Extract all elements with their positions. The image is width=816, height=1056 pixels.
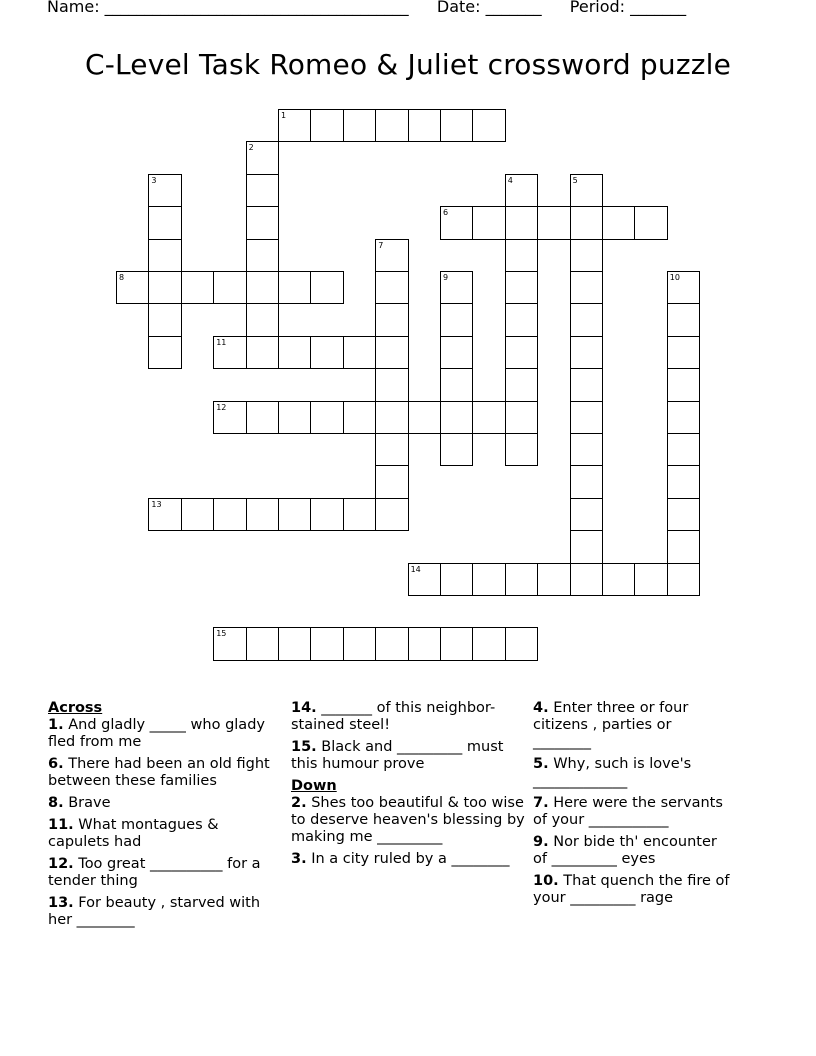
crossword-cell[interactable] — [148, 239, 181, 272]
crossword-cell[interactable] — [408, 563, 441, 596]
clue-number: 8. — [48, 795, 64, 811]
crossword-cell[interactable] — [181, 498, 214, 531]
crossword-cell[interactable] — [310, 109, 343, 142]
crossword-cell[interactable] — [310, 271, 343, 304]
crossword-cell[interactable] — [278, 627, 311, 660]
clue-number: 11. — [48, 817, 74, 833]
across-clue — [48, 895, 283, 929]
across-clue — [48, 817, 283, 851]
crossword-cell[interactable] — [570, 271, 603, 304]
crossword-cell[interactable] — [440, 368, 473, 401]
clue-number: 5. — [533, 756, 549, 772]
clue-number: 13. — [48, 895, 74, 911]
clue-number: 10. — [533, 873, 559, 889]
crossword-cell[interactable] — [570, 174, 603, 207]
crossword-cell[interactable] — [570, 433, 603, 466]
crossword-cell[interactable] — [278, 336, 311, 369]
crossword-cell[interactable] — [667, 433, 700, 466]
clue-number: 15. — [291, 739, 317, 755]
crossword-cell[interactable] — [278, 271, 311, 304]
crossword-cell[interactable] — [181, 271, 214, 304]
crossword-cell[interactable] — [667, 368, 700, 401]
crossword-cell[interactable] — [570, 563, 603, 596]
crossword-cell[interactable] — [375, 627, 408, 660]
crossword-cell[interactable] — [278, 109, 311, 142]
crossword-cell[interactable] — [440, 433, 473, 466]
crossword-cell[interactable] — [375, 336, 408, 369]
clue-text: That quench the fire of your _________ rage — [533, 873, 730, 906]
clue-number-label: 7 — [378, 240, 384, 250]
down-heading: Down — [291, 778, 337, 794]
crossword-cell[interactable] — [667, 336, 700, 369]
crossword-cell[interactable] — [246, 627, 279, 660]
crossword-cell[interactable] — [472, 109, 505, 142]
clue-number: 9. — [533, 834, 549, 850]
crossword-cell[interactable] — [667, 465, 700, 498]
across-heading: Across — [48, 700, 103, 716]
down-clue — [291, 851, 526, 868]
crossword-cell[interactable] — [634, 206, 667, 239]
clue-number: 12. — [48, 856, 74, 872]
crossword-cell[interactable] — [246, 498, 279, 531]
crossword-cell[interactable] — [505, 401, 538, 434]
clue-number-label: 3 — [151, 175, 157, 185]
down-clue — [533, 795, 733, 829]
across-clue — [48, 856, 283, 890]
crossword-cell[interactable] — [667, 530, 700, 563]
crossword-cell[interactable] — [440, 206, 473, 239]
clue-number: 2. — [291, 795, 307, 811]
crossword-cell[interactable] — [440, 401, 473, 434]
period-field[interactable]: Period: _______ — [569, 0, 687, 16]
crossword-cell[interactable] — [375, 465, 408, 498]
crossword-cell[interactable] — [667, 401, 700, 434]
clue-number: 3. — [291, 851, 307, 867]
clue-number-label: 14 — [410, 564, 421, 574]
crossword-cell[interactable] — [375, 239, 408, 272]
crossword-cell[interactable] — [375, 433, 408, 466]
crossword-cell[interactable] — [408, 627, 441, 660]
down-clue — [291, 795, 526, 846]
crossword-cell[interactable] — [570, 401, 603, 434]
crossword-cell[interactable] — [213, 401, 246, 434]
clue-text: For beauty , starved with her ________ — [48, 895, 261, 928]
crossword-cell[interactable] — [537, 206, 570, 239]
crossword-cell[interactable] — [505, 627, 538, 660]
crossword-cell[interactable] — [148, 206, 181, 239]
clue-number-label: 15 — [216, 629, 227, 639]
crossword-cell[interactable] — [375, 368, 408, 401]
crossword-cell[interactable] — [440, 336, 473, 369]
clue-text: What montagues & capulets had — [48, 817, 219, 850]
crossword-cell[interactable] — [213, 498, 246, 531]
crossword-cell[interactable] — [375, 401, 408, 434]
crossword-cell[interactable] — [505, 433, 538, 466]
crossword-cell[interactable] — [343, 336, 376, 369]
crossword-cell[interactable] — [440, 271, 473, 304]
crossword-cell[interactable] — [213, 627, 246, 660]
crossword-cell[interactable] — [472, 563, 505, 596]
crossword-cell[interactable] — [570, 303, 603, 336]
crossword-cell[interactable] — [408, 109, 441, 142]
clue-number-label: 8 — [119, 273, 125, 282]
crossword-cell[interactable] — [570, 336, 603, 369]
crossword-cell[interactable] — [505, 174, 538, 207]
crossword-cell[interactable] — [343, 627, 376, 660]
crossword-cell[interactable] — [148, 498, 181, 531]
crossword-cell[interactable] — [570, 530, 603, 563]
crossword-cell[interactable] — [375, 498, 408, 531]
crossword-cell[interactable] — [505, 271, 538, 304]
clue-text: Too great __________ for a tender thing — [48, 856, 261, 889]
crossword-cell[interactable] — [246, 271, 279, 304]
crossword-cell[interactable] — [148, 303, 181, 336]
crossword-cell[interactable] — [440, 563, 473, 596]
clue-number-label: 13 — [151, 499, 162, 509]
clue-text: Here were the servants of your ___________ — [533, 795, 723, 828]
down-clue — [533, 756, 733, 790]
clue-number: 14. — [291, 700, 317, 716]
clue-number: 7. — [533, 795, 549, 811]
crossword-cell[interactable] — [116, 271, 149, 304]
name-field[interactable]: Name: ______________________________________ — [47, 0, 409, 16]
crossword-cell[interactable] — [667, 498, 700, 531]
clue-text: Brave — [63, 795, 111, 811]
clue-number-label: 2 — [248, 143, 254, 153]
clues-column-1 — [48, 700, 283, 934]
across-clue — [48, 717, 283, 751]
crossword-cell[interactable] — [505, 368, 538, 401]
crossword-cell[interactable] — [472, 627, 505, 660]
crossword-cell[interactable] — [310, 498, 343, 531]
crossword-cell[interactable] — [343, 401, 376, 434]
crossword-cell[interactable] — [602, 206, 635, 239]
clue-text: And gladly _____ who glady fled from me — [48, 717, 265, 750]
crossword-cell[interactable] — [472, 206, 505, 239]
crossword-cell[interactable] — [667, 271, 700, 304]
crossword-cell[interactable] — [537, 563, 570, 596]
crossword-cell[interactable] — [505, 303, 538, 336]
crossword-cell[interactable] — [148, 336, 181, 369]
clue-number-label: 6 — [443, 208, 449, 218]
clue-number-label: 5 — [572, 175, 578, 185]
crossword-cell[interactable] — [505, 239, 538, 272]
crossword-cell[interactable] — [375, 109, 408, 142]
across-clue — [291, 739, 526, 773]
clue-text: Enter three or four citizens , parties or ________ — [533, 700, 689, 750]
crossword-cell[interactable] — [570, 239, 603, 272]
crossword-cell[interactable] — [375, 271, 408, 304]
crossword-cell[interactable] — [310, 336, 343, 369]
clue-number: 1. — [48, 717, 64, 733]
clue-number: 6. — [48, 756, 64, 772]
clue-number-label: 9 — [443, 273, 449, 282]
crossword-cell[interactable] — [246, 303, 279, 336]
down-clue — [533, 873, 733, 907]
crossword-cell[interactable] — [602, 563, 635, 596]
crossword-cell[interactable] — [343, 109, 376, 142]
crossword-cell[interactable] — [148, 271, 181, 304]
crossword-cell[interactable] — [634, 563, 667, 596]
clue-text: Black and _________ must this humour prove — [291, 739, 504, 772]
crossword-cell[interactable] — [570, 368, 603, 401]
crossword-cell[interactable] — [213, 271, 246, 304]
clue-text: Shes too beautiful & too wise to deserve heaven's blessing by making me _________ — [291, 795, 525, 845]
crossword-cell[interactable] — [440, 109, 473, 142]
clue-text: _______ of this neighbor- stained steel! — [291, 700, 496, 733]
crossword-cell[interactable] — [148, 174, 181, 207]
crossword-cell[interactable] — [667, 303, 700, 336]
crossword-cell[interactable] — [246, 174, 279, 207]
clue-text: There had been an old fight between these families — [48, 756, 270, 789]
crossword-cell[interactable] — [246, 401, 279, 434]
clues-column-3 — [533, 700, 733, 912]
across-clue — [48, 795, 283, 812]
crossword-cell[interactable] — [570, 498, 603, 531]
clue-text: Why, such is love's _____________ — [533, 756, 692, 789]
clue-text: Nor bide th' encounter of _________ eyes — [533, 834, 717, 867]
crossword-cell[interactable] — [246, 141, 279, 174]
crossword-cell[interactable] — [440, 627, 473, 660]
down-clue — [533, 834, 733, 868]
crossword-cell[interactable] — [667, 563, 700, 596]
crossword-cell[interactable] — [246, 336, 279, 369]
clue-number-label: 1 — [281, 111, 287, 120]
down-clue — [533, 700, 733, 751]
crossword-cell[interactable] — [505, 563, 538, 596]
across-clue — [291, 700, 526, 734]
crossword-cell[interactable] — [375, 303, 408, 336]
clue-number-label: 11 — [216, 337, 227, 347]
crossword-cell[interactable] — [570, 465, 603, 498]
crossword-cell[interactable] — [343, 498, 376, 531]
clue-number-label: 12 — [216, 402, 227, 412]
crossword-cell[interactable] — [472, 401, 505, 434]
crossword-cell[interactable] — [213, 336, 246, 369]
date-field[interactable]: Date: _______ — [436, 0, 542, 16]
crossword-cell[interactable] — [505, 206, 538, 239]
crossword-cell[interactable] — [310, 627, 343, 660]
across-clue — [48, 756, 283, 790]
clue-number-label: 10 — [669, 273, 680, 282]
crossword-cell[interactable] — [310, 401, 343, 434]
page-title: C-Level Task Romeo & Juliet crossword puzzle — [84, 48, 732, 81]
crossword-cell[interactable] — [278, 401, 311, 434]
crossword-cell[interactable] — [408, 401, 441, 434]
crossword-cell[interactable] — [246, 239, 279, 272]
crossword-cell[interactable] — [505, 336, 538, 369]
crossword-cell[interactable] — [246, 206, 279, 239]
crossword-cell[interactable] — [570, 206, 603, 239]
clues-column-2 — [291, 700, 526, 873]
crossword-cell[interactable] — [278, 498, 311, 531]
crossword-cell[interactable] — [440, 303, 473, 336]
clue-number: 4. — [533, 700, 549, 716]
clue-number-label: 4 — [507, 175, 513, 185]
clue-text: In a city ruled by a ________ — [306, 851, 510, 867]
